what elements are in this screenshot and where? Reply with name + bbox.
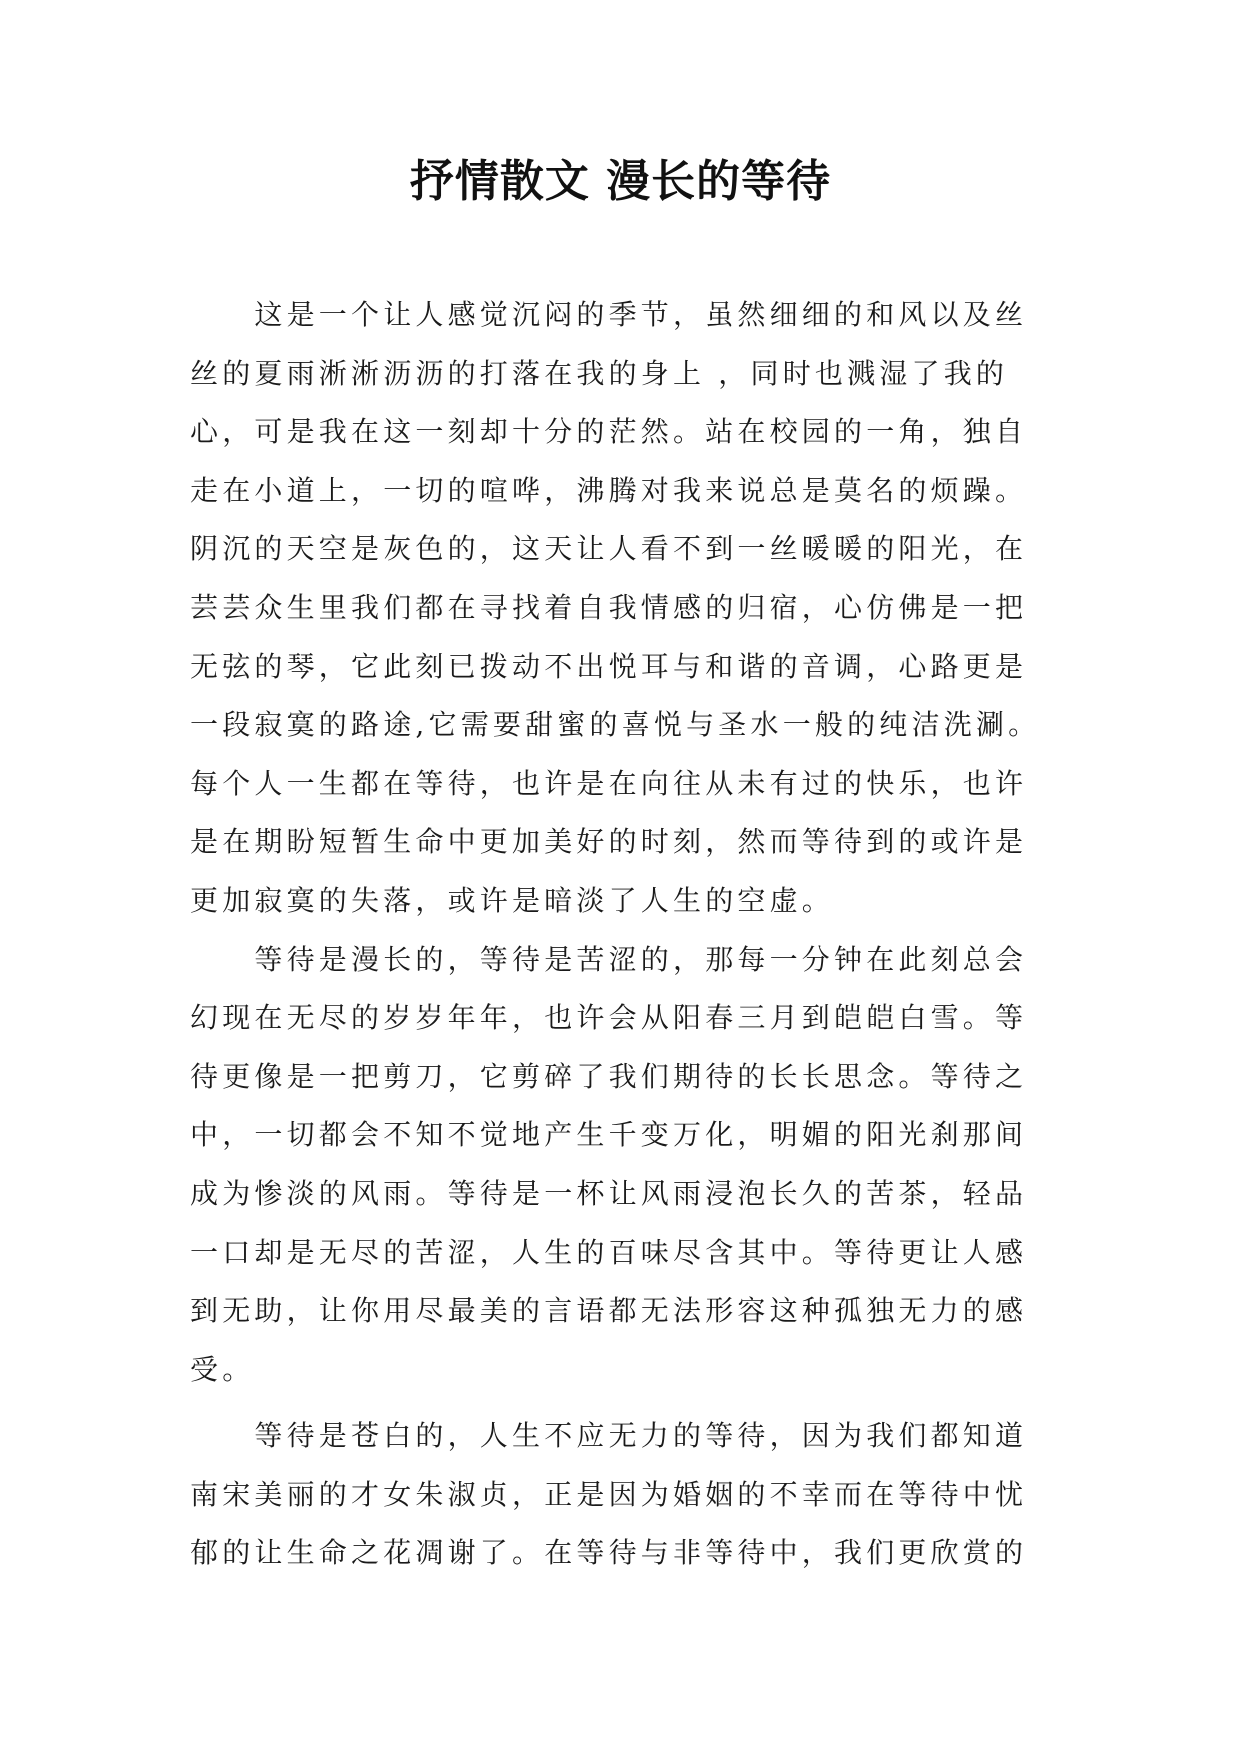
text-line: 走在小道上，一切的喧哗，沸腾对我来说总是莫名的烦躁。 (190, 473, 1028, 507)
text-line: 丝的夏雨淅淅沥沥的打落在我的身上 ，同时也溅湿了我的 (190, 356, 1009, 390)
paragraph-2 (190, 931, 1056, 1400)
text-line: 阴沉的天空是灰色的，这天让人看不到一丝暖暖的阳光，在 (190, 532, 1028, 566)
text-line: 受。 (190, 1352, 255, 1386)
paragraph-1 (190, 286, 1056, 931)
text-line: 是在期盼短暂生命中更加美好的时刻，然而等待到的或许是 (190, 825, 1028, 859)
text-line: 中，一切都会不知不觉地产生千变万化，明媚的阳光刹那间 (190, 1118, 1028, 1152)
text-line: 到无助，让你用尽最美的言语都无法形容这种孤独无力的感 (190, 1294, 1028, 1328)
text-line: 等待是苍白的，人生不应无力的等待，因为我们都知道 (190, 1419, 1028, 1453)
text-line: 一段寂寞的路途,它需要甜蜜的喜悦与圣水一般的纯洁洗涮。 (190, 708, 1041, 742)
text-line: 郁的让生命之花凋谢了。在等待与非等待中，我们更欣赏的 (190, 1536, 1028, 1570)
text-line: 南宋美丽的才女朱淑贞，正是因为婚姻的不幸而在等待中忧 (190, 1477, 1028, 1511)
essay-body (190, 286, 1056, 1583)
text-line: 更加寂寞的失落，或许是暗淡了人生的空虚。 (190, 883, 835, 917)
text-line: 每个人一生都在等待，也许是在向往从未有过的快乐，也许 (190, 766, 1028, 800)
text-line: 芸芸众生里我们都在寻找着自我情感的归宿，心仿佛是一把 (190, 590, 1028, 624)
paragraph-gap (190, 1399, 1056, 1407)
text-line: 成为惨淡的风雨。等待是一杯让风雨浸泡长久的苦茶，轻品 (190, 1176, 1028, 1210)
text-line: 一口却是无尽的苦涩，人生的百味尽含其中。等待更让人感 (190, 1235, 1028, 1269)
paragraph-3 (190, 1407, 1056, 1583)
text-line: 待更像是一把剪刀，它剪碎了我们期待的长长思念。等待之 (190, 1059, 1028, 1093)
page-title: 抒情散文 漫长的等待 (409, 156, 832, 207)
text-line: 等待是漫长的，等待是苦涩的，那每一分钟在此刻总会 (190, 942, 1028, 976)
text-line: 心，可是我在这一刻却十分的茫然。站在校园的一角，独自 (190, 415, 1028, 449)
text-line: 幻现在无尽的岁岁年年，也许会从阳春三月到皑皑白雪。等 (190, 1001, 1028, 1035)
text-line: 无弦的琴，它此刻已拨动不出悦耳与和谐的音调，心路更是 (190, 649, 1028, 683)
text-line: 这是一个让人感觉沉闷的季节，虽然细细的和风以及丝 (190, 298, 1028, 331)
